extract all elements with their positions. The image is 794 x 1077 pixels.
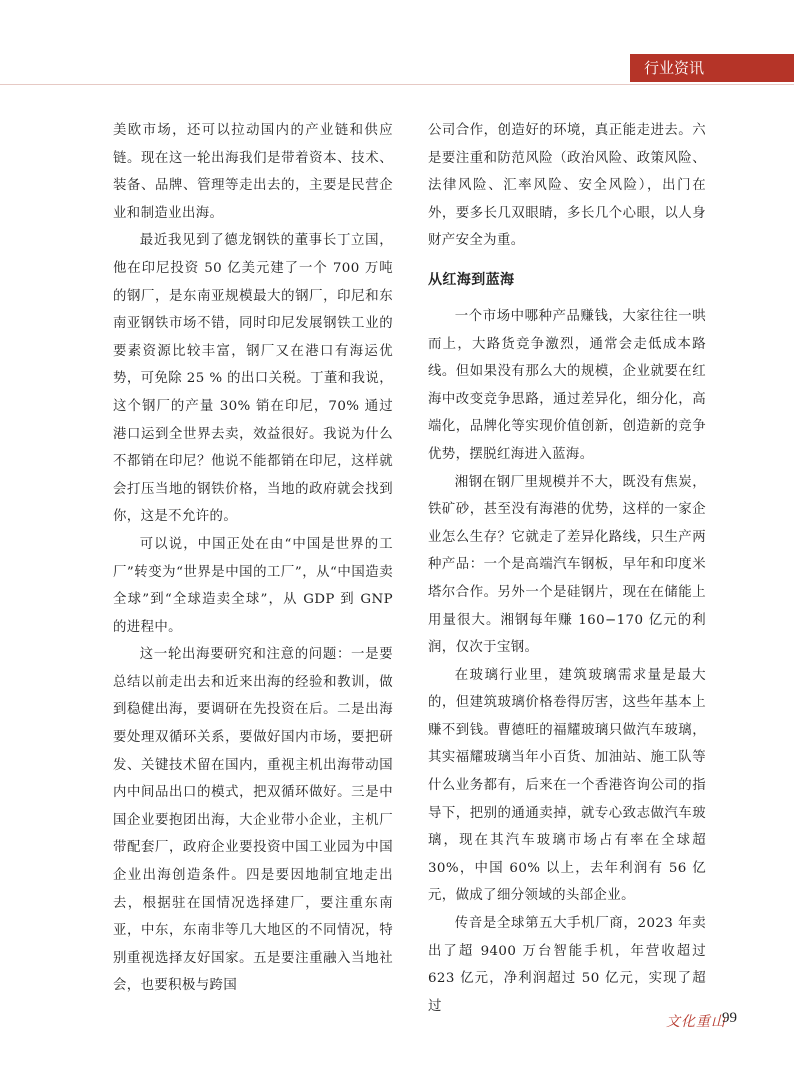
right-paragraph-1: 一个市场中哪种产品赚钱，大家往往一哄而上，大路货竞争激烈，通常会走低成本路线。但如果没有那么大的规模，企业就要在红海中改变竞争思路，通过差异化，细分化，高端化，品牌化等实现价值创新，创造新的竞争优势，摆脱红海进入蓝海。 [428,308,706,462]
right-column [428,117,706,1020]
right-paragraph-3: 在玻璃行业里，建筑玻璃需求量是最大的，但建筑玻璃价格卷得厉害，这些年基本上赚不到钱。曹德旺的福耀玻璃只做汽车玻璃，其实福耀玻璃当年小百货、加油站、施工队等什么业务都有，后来在一个香港咨询公司的指导下，把别的通通卖掉，就专心致志做汽车玻璃，现在其汽车玻璃市场占有率在全球超 30%，中国 60% 以上，去年利润有 56 亿元，做成了细分领域的头部企业。 [428,667,706,904]
section-heading: 从红海到蓝海 [428,271,515,288]
right-continuation-paragraph: 公司合作，创造好的环境，真正能走进去。六是要注重和防范风险（政治风险、政策风险、法律风险、汇率风险、安全风险），出门在外，要多长几双眼睛，多长几个心眼，以人身财产安全为重。 [428,123,706,249]
left-paragraph-3: 可以说，中国正处在由“中国是世界的工厂”转变为“世界是中国的工厂”，从“中国造卖全球”到“全球造卖全球”，从 GDP 到 GNP 的进程中。 [113,536,393,635]
left-paragraph-4: 这一轮出海要研究和注意的问题：一是要总结以前走出去和近来出海的经验和教训，做到稳健出海，要调研在先投资在后。二是出海要处理双循环关系，要做好国内市场，要把研发、关键技术留在国内，重视主机出海带动国内中间品出口的模式，把双循环做好。三是中国企业要抱团出海，大企业带小企业，主机厂带配套厂，政府企业要投资中国工业园为中国企业出海创造条件。四是要因地制宜地走出去，根据驻在国情况选择建厂，要注重东南亚，中东，东南非等几大地区的不同情况，特别重视选择友好国家。五是要注重融入当地社会，也要积极与跨国 [113,647,393,994]
header-divider [0,84,794,85]
right-paragraph-4: 传音是全球第五大手机厂商，2023 年卖出了超 9400 万台智能手机，年营收超过 623 亿元，净利润超过 50 亿元，实现了超过 [428,916,706,1014]
section-label: 行业资讯 [630,54,794,82]
page-number: 99 [722,1010,737,1026]
left-paragraph-1: 美欧市场，还可以拉动国内的产业链和供应链。现在这一轮出海我们是带着资本、技术、装备、品牌、管理等走出去的，主要是民营企业和制造业出海。 [113,123,393,221]
right-paragraph-2: 湘钢在钢厂里规模并不大，既没有焦炭，铁矿砂，甚至没有海港的优势，这样的一家企业怎么生存？它就走了差异化路线，只生产两种产品：一个是高端汽车钢板，早年和印度米塔尔合作。另外一个是硅钢片，现在在储能上用量很大。湘钢每年赚 160−170 亿元的利润，仅次于宝钢。 [428,474,706,656]
magazine-logo: 文化重山 [666,1014,726,1030]
left-column [113,117,393,1000]
left-paragraph-2: 最近我见到了德龙钢铁的董事长丁立国，他在印尼投资 50 亿美元建了一个 700 万吨的钢厂，是东南亚规模最大的钢厂，印尼和东南亚钢铁市场不错，同时印尼发展钢铁工业的要素资源比较丰富，钢厂又在港口有海运优势，可免除 25 % 的出口关税。丁董和我说，这个钢厂的产量 30% 销在印尼，70% 通过港口运到全世界去卖，效益很好。我说为什么不都销在印尼？他说不能都销在印尼，这样就会打压当地的钢铁价格，当地的政府就会找到你，这是不允许的。 [113,233,393,525]
